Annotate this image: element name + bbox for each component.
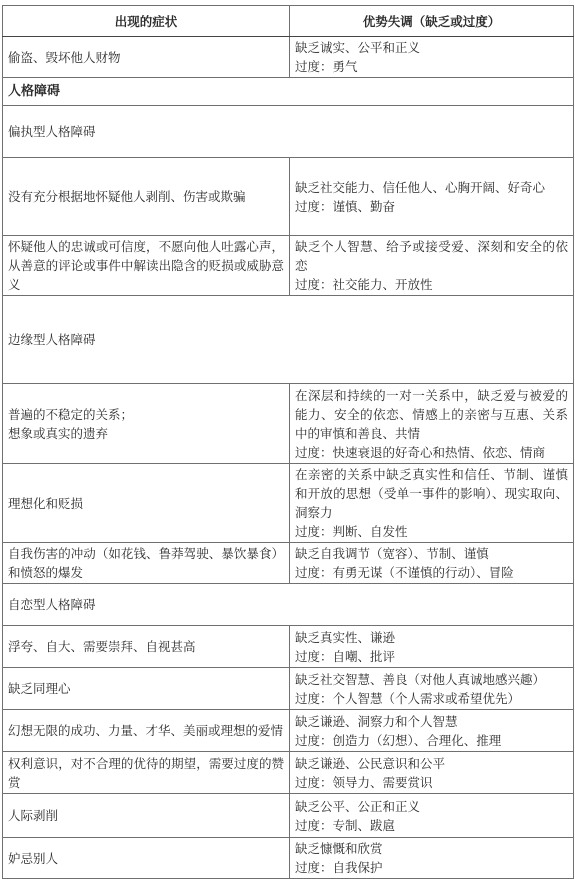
section-heading-row	[3, 78, 574, 106]
excess-text: 过度：谨慎、勤奋	[295, 198, 396, 214]
excess-text: 过度：个人智慧（个人需求或希望优先）	[295, 690, 521, 706]
deficit-text: 缺乏谦逊、洞察力和个人智慧	[295, 713, 458, 729]
subsection-heading: 偏执型人格障碍	[3, 106, 574, 158]
imbalance-cell	[290, 710, 574, 752]
excess-text: 过度：有勇无谋（不谨慎的行动）、冒险	[295, 565, 514, 580]
excess-text: 过度：判断、自发性	[295, 524, 408, 539]
section-heading: 人格障碍	[3, 78, 574, 106]
imbalance-cell	[290, 626, 574, 668]
symptom-text: 妒忌别人	[8, 850, 59, 866]
symptom-cell	[3, 668, 290, 710]
symptom-cell	[3, 464, 290, 543]
table-row	[3, 668, 574, 710]
table-row	[3, 464, 574, 543]
deficit-text: 缺乏个人智慧、给予或接受爱、深刻和安全的依恋	[295, 239, 568, 273]
imbalance-cell	[290, 464, 574, 543]
deficit-text: 缺乏慷慨和欣赏	[295, 841, 383, 856]
table-header-row	[3, 6, 574, 37]
imbalance-cell	[290, 794, 574, 838]
deficit-text: 缺乏真实性、谦逊	[295, 629, 396, 645]
table-row	[3, 384, 574, 464]
subsection-heading: 自恋型人格障碍	[3, 584, 574, 626]
deficit-text: 缺乏社交能力、信任他人、心胸开阔、好奇心	[295, 179, 546, 195]
deficit-text: 缺乏社交智慧、善良（对他人真诚地感兴趣）	[295, 671, 546, 687]
deficit-text: 缺乏自我调节（宽容）、节制、谨慎	[295, 546, 489, 561]
subsection-heading: 边缘型人格障碍	[3, 296, 574, 384]
table-row	[3, 710, 574, 752]
imbalance-cell	[290, 236, 574, 296]
symptom-cell	[3, 384, 290, 464]
subsection-heading-row	[3, 584, 574, 626]
symptom-text: 缺乏同理心	[8, 681, 71, 696]
excess-text: 过度：快速衰退的好奇心和热情、依恋、情商	[295, 444, 546, 460]
imbalance-cell	[290, 158, 574, 236]
header-symptom: 出现的症状	[3, 6, 290, 37]
symptom-cell	[3, 752, 290, 794]
symptom-text: 理想化和贬损	[8, 495, 84, 511]
symptom-text: 普遍的不稳定的关系；	[8, 406, 134, 422]
symptom-text: 幻想无限的成功、力量、才华、美丽或理想的爱情	[8, 723, 284, 738]
table-row	[3, 794, 574, 838]
symptom-text: 浮夸、自大、需要崇拜、自视甚高	[8, 639, 196, 654]
excess-text: 过度：自我保护	[295, 860, 383, 875]
symptom-cell	[3, 838, 290, 879]
symptom-text: 自我伤害的冲动（如花钱、鲁莽驾驶、暴饮暴食）和愤怒的爆发	[8, 546, 284, 580]
table-row	[3, 543, 574, 584]
symptom-text: 怀疑他人的忠诚或可信度，不愿向他人吐露心声，从善意的评论或事件中解读出隐含的贬损或威胁意义	[8, 239, 284, 292]
symptom-cell	[3, 626, 290, 668]
symptom-imbalance-table	[2, 5, 574, 879]
symptom-text: 想象或真实的遗弃	[8, 425, 109, 441]
table-row	[3, 752, 574, 794]
imbalance-cell	[290, 752, 574, 794]
table-row	[3, 37, 574, 78]
subsection-heading-row	[3, 296, 574, 384]
table-row	[3, 838, 574, 879]
excess-text: 过度：勇气	[295, 59, 358, 74]
deficit-text: 缺乏谦逊、公民意识和公平	[295, 755, 446, 771]
imbalance-cell	[290, 37, 574, 78]
header-imbalance: 优势失调（缺乏或过度）	[290, 6, 574, 37]
subsection-heading-row	[3, 106, 574, 158]
deficit-text: 在深层和持续的一对一关系中，缺乏爱与被爱的能力、安全的依恋、情感上的亲密与互惠、关系中的审慎和善良、共情	[295, 387, 568, 441]
excess-text: 过度：社交能力、开放性	[295, 277, 433, 292]
symptom-cell	[3, 710, 290, 752]
symptom-cell	[3, 236, 290, 296]
symptom-text: 权利意识，对不合理的优待的期望，需要过度的赞赏	[8, 755, 284, 790]
table-body	[3, 37, 574, 879]
symptom-text: 没有充分根据地怀疑他人剥削、伤害或欺骗	[8, 189, 246, 204]
symptom-text: 偷盗、毁坏他人财物	[8, 49, 121, 65]
table-row	[3, 158, 574, 236]
table-row	[3, 626, 574, 668]
deficit-text: 缺乏公平、公正和正义	[295, 798, 421, 814]
deficit-text: 在亲密的关系中缺乏真实性和信任、节制、谨慎和开放的思想（受单一事件的影响）、现实取向、洞察力	[295, 467, 568, 520]
excess-text: 过度：专制、跋扈	[295, 817, 396, 833]
imbalance-cell	[290, 668, 574, 710]
excess-text: 过度：自嘲、批评	[295, 648, 396, 664]
symptom-cell	[3, 158, 290, 236]
imbalance-cell	[290, 838, 574, 879]
symptom-cell	[3, 37, 290, 78]
excess-text: 过度：领导力、需要赏识	[295, 774, 433, 790]
deficit-text: 缺乏诚实、公平和正义	[295, 40, 421, 55]
symptom-cell	[3, 543, 290, 584]
imbalance-cell	[290, 384, 574, 464]
symptom-cell	[3, 794, 290, 838]
table-row	[3, 236, 574, 296]
symptom-text: 人际剥削	[8, 808, 59, 823]
imbalance-cell	[290, 543, 574, 584]
excess-text: 过度：创造力（幻想）、合理化、推理	[295, 732, 502, 748]
